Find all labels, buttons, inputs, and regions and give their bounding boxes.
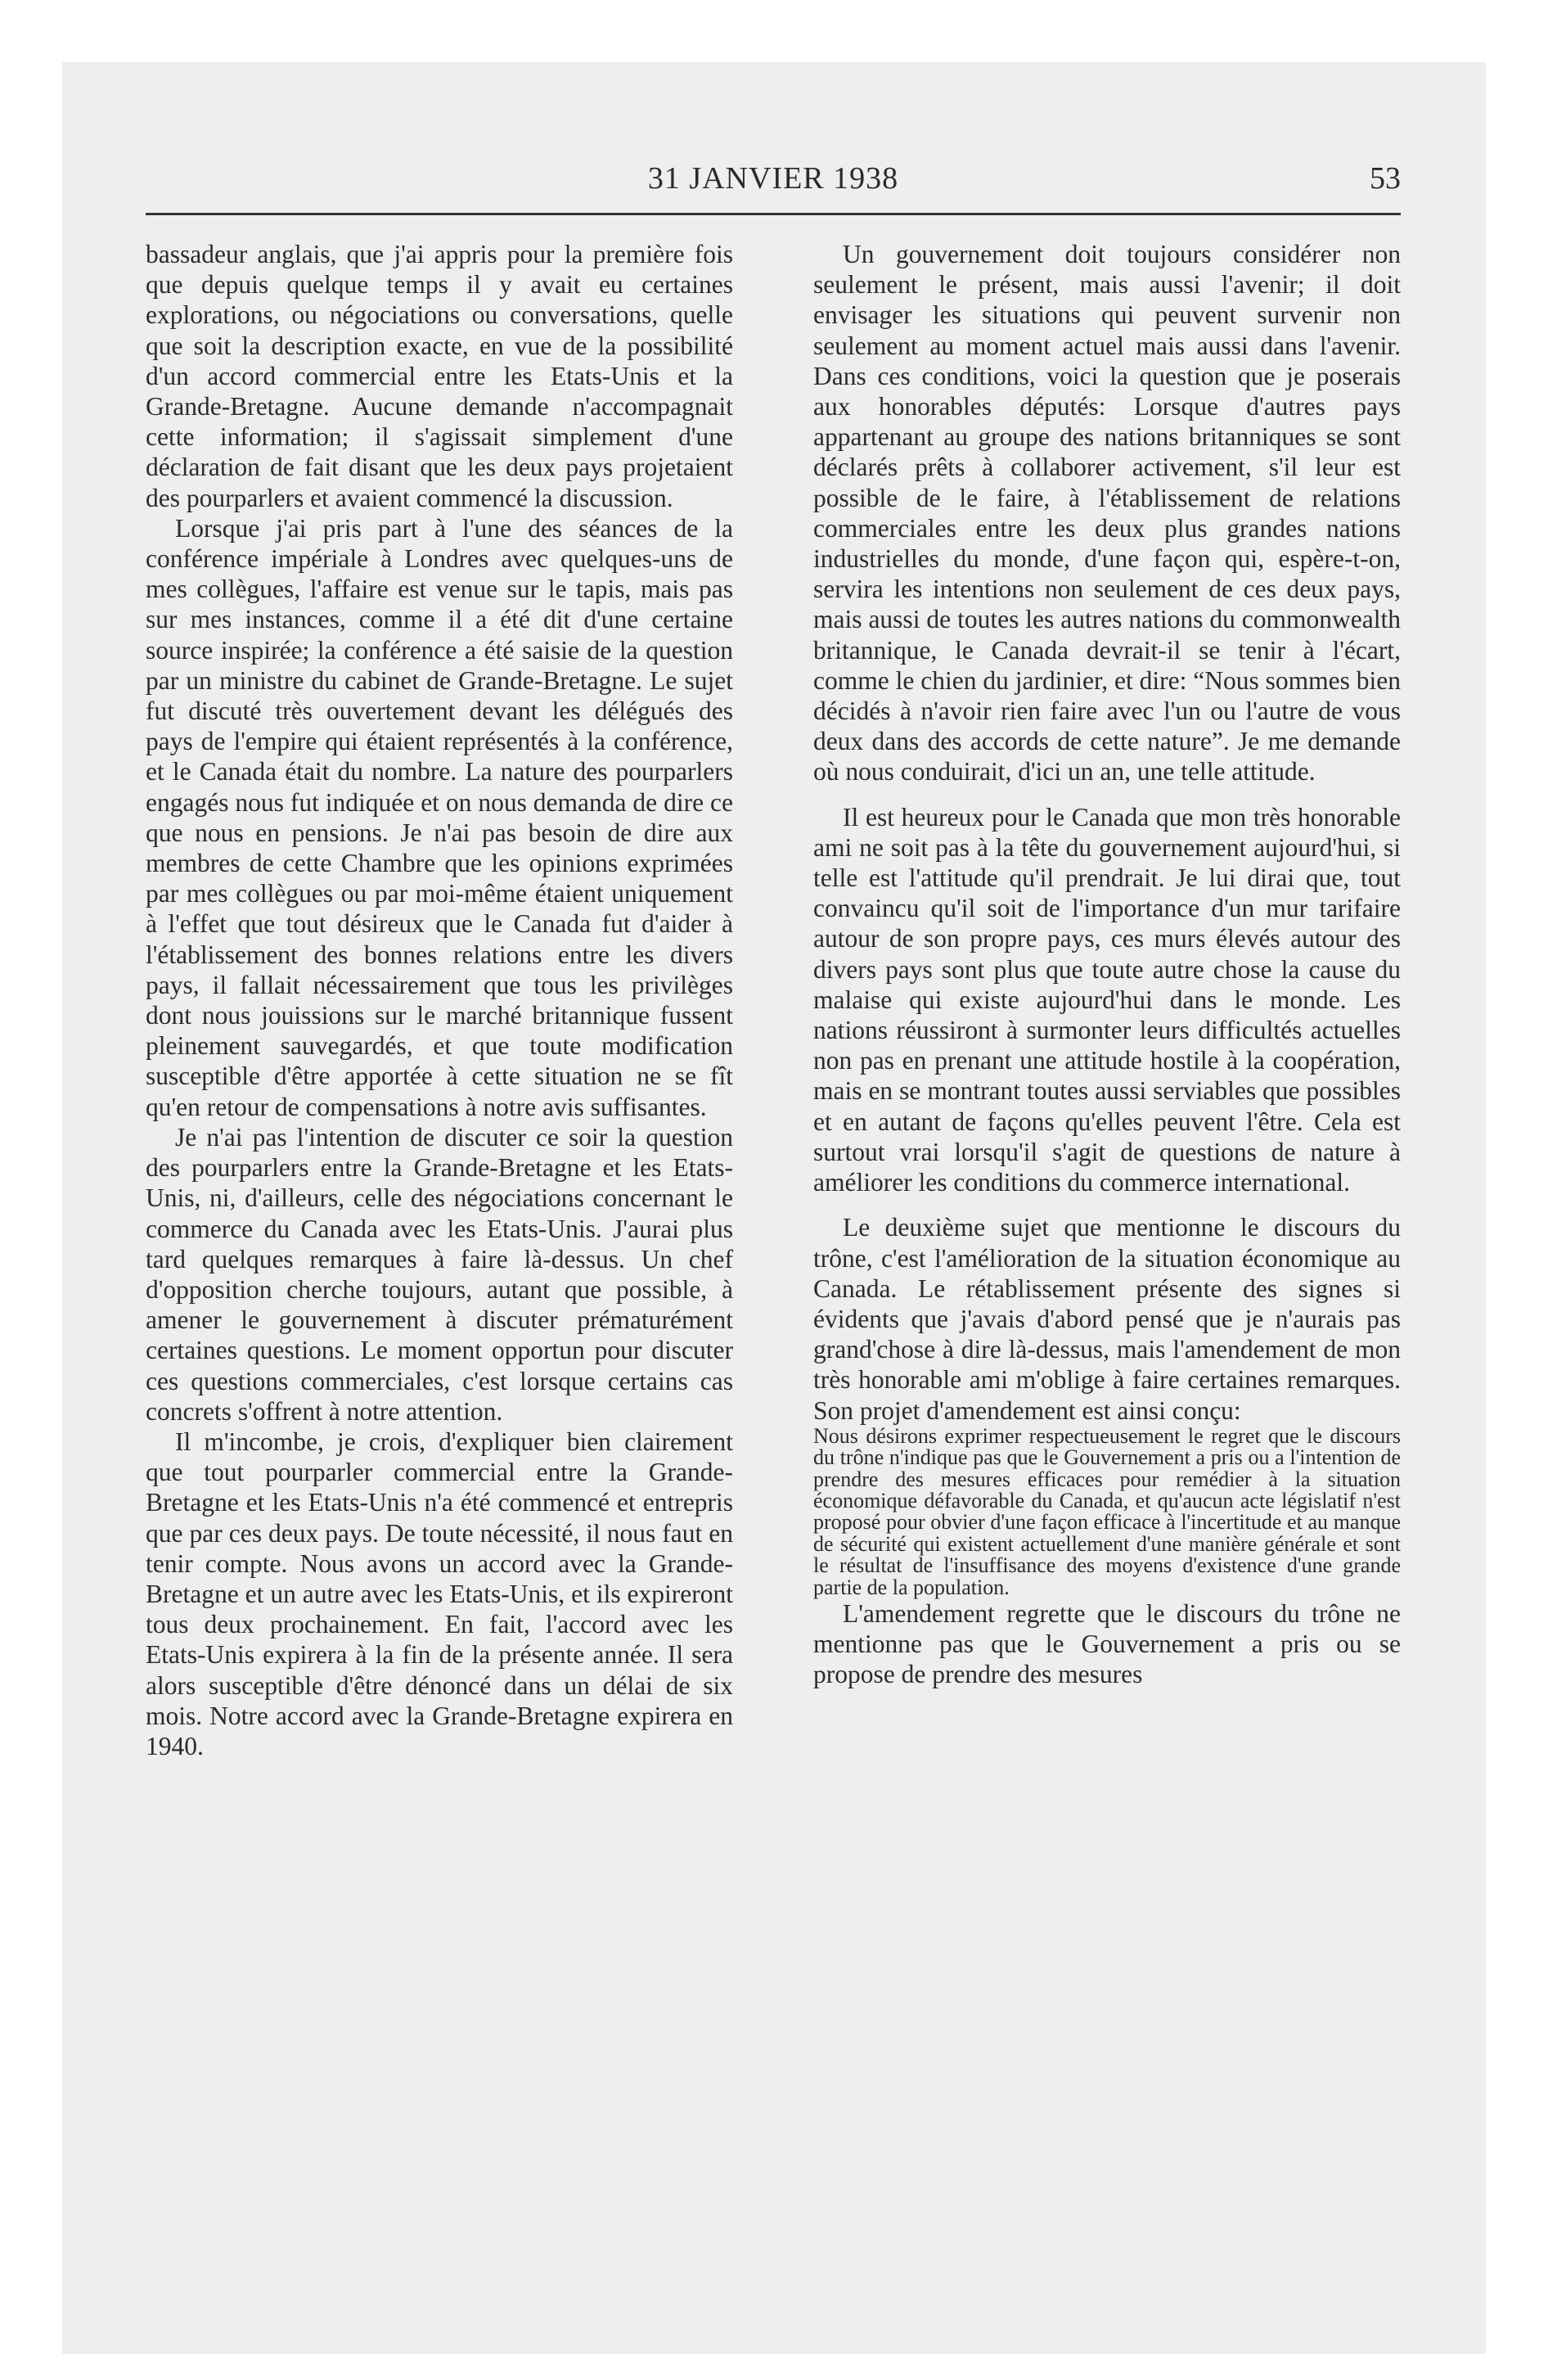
paragraph: Il m'incombe, je crois, d'expliquer bien clairement que tout pourparler commercial entre la Grande-Bretagne et les Etats-Unis n'a été commencé et entrepris que par ces deux pays. De toute nécessité, il nous faut en tenir compte. Nous avons un accord avec la Grande-Bretagne et un autre avec les Etats-Unis, et ils expireront tous deux prochainement. En fait, l'accord avec les Etats-Unis expirera à la fin de la présente année. Il sera alors susceptible d'être dénoncé dans un délai de six mois. Notre accord avec la Grande-Bretagne expirera en 1940. — [146, 1427, 733, 1760]
left-column — [146, 239, 733, 1761]
header-date: 31 JANVIER 1938 — [647, 161, 899, 196]
paragraph: L'amendement regrette que le discours du trône ne mentionne pas que le Gouvernement a pris ou se propose de prendre des mesures — [813, 1598, 1401, 1689]
paragraph: Il est heureux pour le Canada que mon très honorable ami ne soit pas à la tête du gouvernement aujourd'hui, si telle est l'attitude qu'il prendrait. Je lui dirai que, tout convaincu qu'il soit de l'importance d'un mur tarifaire autour de son propre pays, ces murs élevés autour des divers pays sont plus que toute autre chose la cause du malaise qui existe aujourd'hui dans le monde. Les nations réussiront à surmonter leurs difficultés actuelles non pas en prenant une attitude hostile à la coopération, mais en se montrant toutes aussi serviables que possibles et en autant de façons qu'elles peuvent l'être. Cela est surtout vrai lorsqu'il s'agit de questions de nature à améliorer les conditions du commerce international. — [813, 802, 1401, 1197]
paragraph: Lorsque j'ai pris part à l'une des séances de la conférence impériale à Londres avec quelques-uns de mes collègues, l'affaire est venue sur le tapis, mais pas sur mes instances, comme il a été dit d'une certaine source inspirée; la conférence a été saisie de la question par un ministre du cabinet de Grande-Bretagne. Le sujet fut discuté très ouvertement devant les délégués des pays de l'empire qui étaient représentés à la conférence, et le Canada était du nombre. La nature des pourparlers engagés nous fut indiquée et on nous demanda de dire ce que nous en pensions. Je n'ai pas besoin de dire aux membres de cette Chambre que les opinions exprimées par mes collègues ou par moi-même étaient uniquement à l'effet que tout désireux que le Canada fut d'aider à l'établissement des bonnes relations entre les divers pays, il fallait nécessairement que tous les privilèges dont nous jouissions sur le marché britannique fussent pleinement sauvegardés, et que toute modification susceptible d'être apportée à cette situation ne se fît qu'en retour de compensations à notre avis suffisantes. — [146, 513, 733, 1121]
page-header — [146, 160, 1401, 201]
paragraph: bassadeur anglais, que j'ai appris pour la première fois que depuis quelque temps il y avait eu certaines explorations, ou négociations ou conversations, quelle que soit la description exacte, en vue de la possibilité d'un accord commercial entre les Etats-Unis et la Grande-Bretagne. Aucune demande n'accompagnait cette information; il s'agissait simplement d'une déclaration de fait disant que les deux pays projetaient des pourparlers et avaient commencé la discussion. — [146, 240, 733, 512]
header-rule — [146, 213, 1401, 215]
page-number: 53 — [1370, 161, 1401, 196]
right-column — [813, 239, 1401, 1690]
paragraph: Je n'ai pas l'intention de discuter ce soir la question des pourparlers entre la Grande-Bretagne et les Etats-Unis, ni, d'ailleurs, celle des négociations concernant le commerce du Canada avec les Etats-Unis. J'aurai plus tard quelques remarques à faire là-dessus. Un chef d'opposition cherche toujours, autant que possible, à amener le gouvernement à discuter prématurément certaines questions. Le moment opportun pour discuter ces questions commerciales, c'est lorsque certains cas concrets s'offrent à notre attention. — [146, 1122, 733, 1426]
paragraph: Le deuxième sujet que mentionne le discours du trône, c'est l'amélioration de la situation économique au Canada. Le rétablissement présente des signes si évidents que j'avais d'abord pensé que je n'aurais pas grand'chose à dire là-dessus, mais l'amendement de mon très honorable ami m'oblige à faire certaines remarques. Son projet d'amendement est ainsi conçu: — [813, 1213, 1401, 1425]
amendment-quote: Nous désirons exprimer respectueusement le regret que le discours du trône n'indique pas que le Gouvernement a pris ou a l'intention de prendre des mesures efficaces pour remédier à la situation économique défavorable du Canada, et qu'aucun acte législatif n'est proposé pour obvier d'une façon efficace à l'incertitude et au manque de sécurité qui existent actuellement d'une manière générale et sont le résultat de l'insuffisance des moyens d'existence d'une grande partie de la population. — [813, 1423, 1401, 1599]
paragraph: Un gouvernement doit toujours considérer non seulement le présent, mais aussi l'avenir; il doit envisager les situations qui peuvent survenir non seulement au moment actuel mais aussi dans l'avenir. Dans ces conditions, voici la question que je poserais aux honorables députés: Lorsque d'autres pays appartenant au groupe des nations britanniques se sont déclarés prêts à collaborer activement, s'il leur est possible de le faire, à l'établissement de relations commerciales entre les deux plus grandes nations industrielles du monde, d'une façon qui, espère-t-on, servira les intentions non seulement de ces deux pays, mais aussi de toutes les autres nations du commonwealth britannique, le Canada devrait-il se tenir à l'écart, comme le chien du jardinier, et dire: “Nous sommes bien décidés à n'avoir rien faire avec l'un ou l'autre de vous deux dans des accords de cette nature”. Je me demande où nous conduirait, d'ici un an, une telle attitude. — [813, 240, 1401, 787]
